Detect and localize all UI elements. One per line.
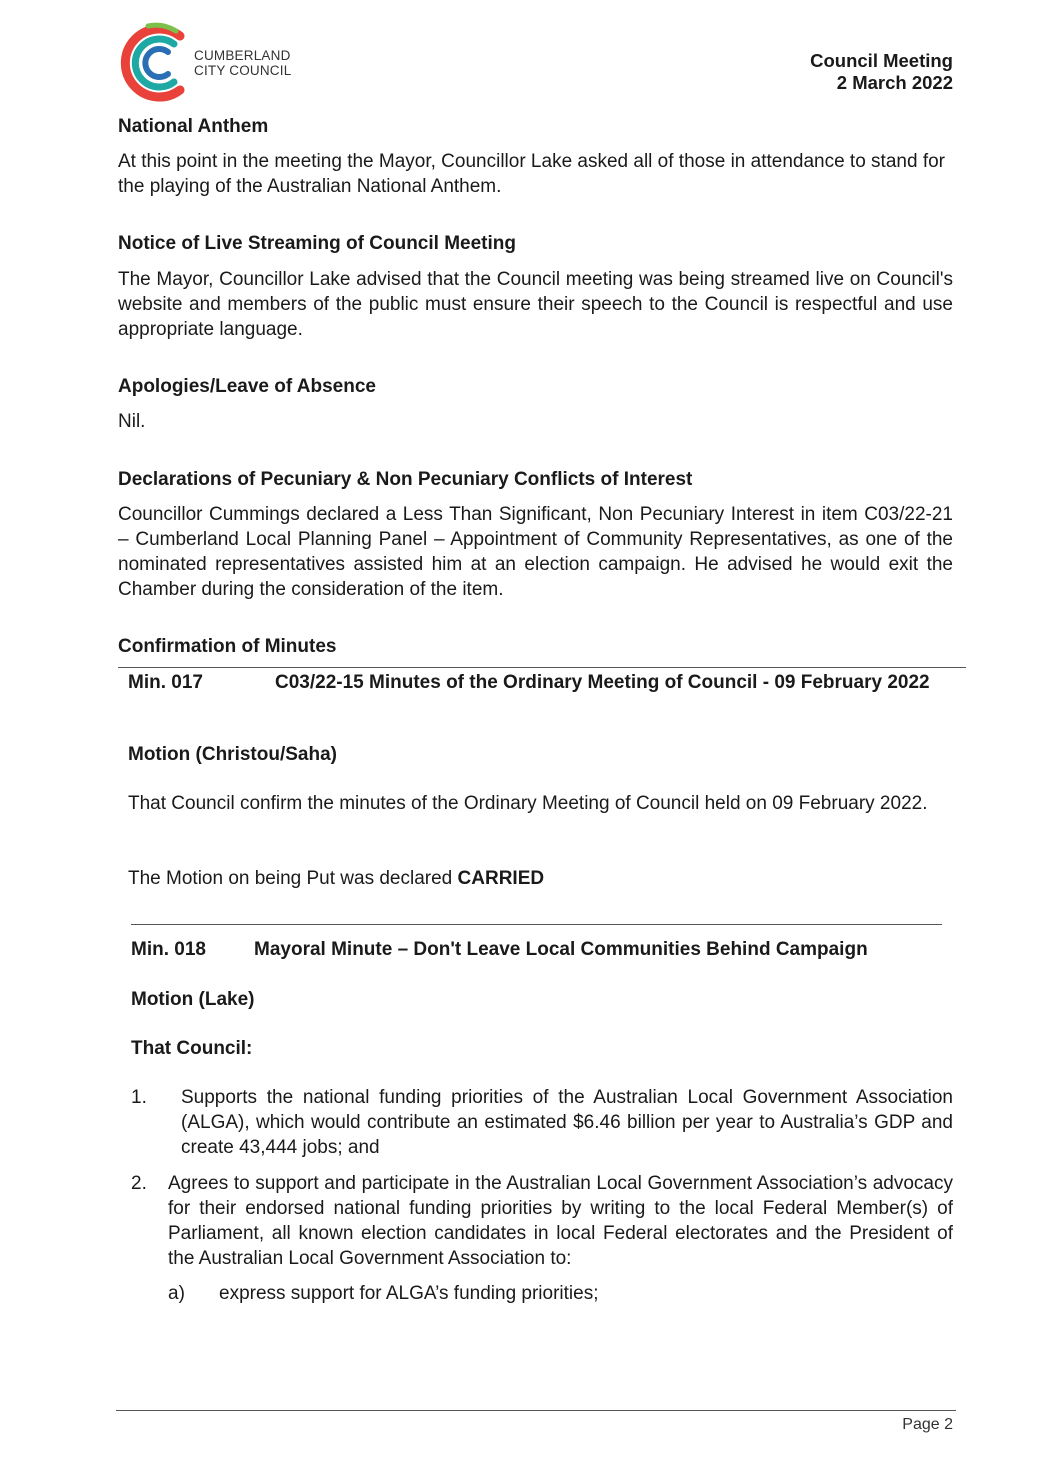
list-item-text: Supports the national funding priorities of the Australian Local Government Association (ALGA), which would contribute an estimated $6.46 billion per year to Australia’s GDP and create 43,444 jobs; and: [181, 1087, 953, 1158]
min-017-result: [128, 866, 958, 891]
list-item-text-inner: Agrees to support and participate in the Australian Local Government Association’s advocacy for their endorsed national funding priorities by writing to the local Federal Member(s) of Parliament, all known election candidates in local Federal electorates and the President of the Australian Local Government Association to:: [168, 1173, 953, 1269]
logo-line-1: CUMBERLAND: [194, 48, 291, 63]
logo-line-2: CITY COUNCIL: [194, 63, 292, 78]
apologies-heading: Apologies/Leave of Absence: [118, 376, 376, 397]
section-divider: [118, 667, 966, 668]
council-logo: [118, 22, 308, 104]
declarations-heading: Declarations of Pecuniary & Non Pecuniary Conflicts of Interest: [118, 469, 693, 490]
anthem-heading: National Anthem: [118, 116, 269, 137]
min-018-motion: Motion (Lake): [131, 989, 255, 1010]
meeting-name: Council Meeting: [810, 50, 953, 71]
min-017-result-status: CARRIED: [457, 868, 545, 889]
minute-divider: [131, 924, 942, 925]
list-item-text: [168, 1171, 953, 1271]
page-number: Page 2: [902, 1416, 953, 1433]
min-018-title: Mayoral Minute – Don't Leave Local Communities Behind Campaign: [254, 939, 868, 960]
streaming-body: The Mayor, Councillor Lake advised that the Council meeting was being streamed live on Council's website and members of the public must ensure their speech to the Council is respectful and use appropriate language.: [118, 269, 953, 340]
declarations-body: Councillor Cummings declared a Less Than Significant, Non Pecuniary Interest in item C03/22-21 – Cumberland Local Planning Panel – Appointment of Community Representatives, as one of the nominated representatives assisted him at an election campaign. He advised he would exit the Chamber during the consideration of the item.: [118, 504, 953, 600]
logo-wordmark: [194, 48, 291, 78]
apologies-body: Nil.: [118, 411, 146, 432]
min-017-number: Min. 017: [128, 672, 203, 693]
list-marker: 2.: [131, 1173, 147, 1194]
list-marker: 1.: [131, 1087, 147, 1108]
sublist-marker: a): [168, 1283, 185, 1304]
min-017-motion: Motion (Christou/Saha): [128, 744, 337, 765]
min-017-body: That Council confirm the minutes of the Ordinary Meeting of Council held on 09 February 2022.: [128, 793, 928, 814]
sublist-item-text: express support for ALGA’s funding priorities;: [219, 1283, 599, 1304]
confirmation-heading: Confirmation of Minutes: [118, 636, 337, 657]
min-017-title: C03/22-15 Minutes of the Ordinary Meeting of Council - 09 February 2022: [275, 672, 930, 693]
min-018-number: Min. 018: [131, 939, 206, 960]
meeting-date: 2 March 2022: [836, 72, 953, 93]
min-018-that-council: That Council:: [131, 1038, 253, 1059]
min-017-result-prefix: The Motion on being Put was declared: [128, 868, 453, 889]
logo-c-icon: [118, 22, 194, 104]
meeting-header: [810, 50, 953, 94]
anthem-body: At this point in the meeting the Mayor, Councillor Lake asked all of those in attendance to stand for the playing of the Australian National Anthem.: [118, 151, 945, 197]
streaming-heading: Notice of Live Streaming of Council Meeting: [118, 233, 516, 254]
footer-divider: [116, 1410, 956, 1411]
